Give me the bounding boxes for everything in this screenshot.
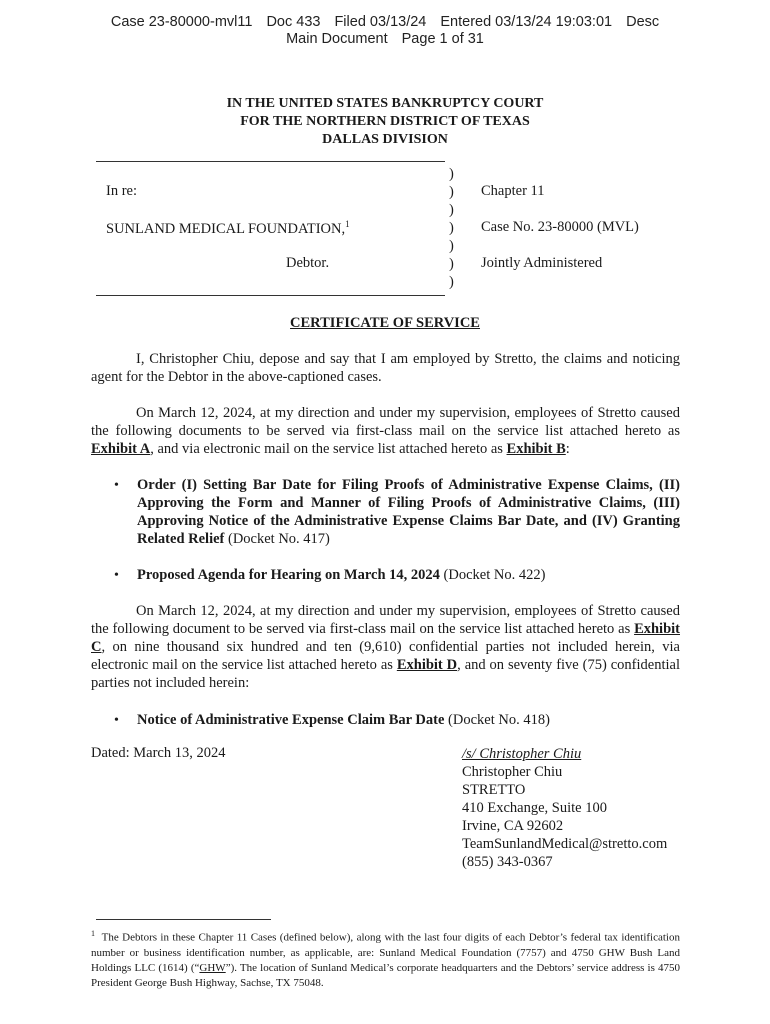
signer-address-2: Irvine, CA 92602: [462, 818, 564, 834]
caption-paren: ): [449, 184, 454, 200]
court-heading: [0, 95, 770, 149]
case-number: Case 23-80000-mvl11: [110, 14, 253, 30]
caption-paren: ): [449, 166, 454, 182]
court-line-1: IN THE UNITED STATES BANKRUPTCY COURT: [226, 96, 544, 111]
desc-label: Desc: [626, 14, 660, 30]
jointly-administered-label: Jointly Administered: [481, 255, 603, 271]
caption-paren: ): [449, 256, 454, 272]
signer-email: TeamSunlandMedical@stretto.com: [462, 836, 668, 852]
footnote-ref: 1: [345, 219, 350, 229]
doc-number: Doc 433: [266, 14, 321, 30]
signer-company: STRETTO: [462, 782, 526, 798]
debtor-name: SUNLAND MEDICAL FOUNDATION,$^1$: [106, 219, 350, 237]
exhibit-c-ref: Exhibit C: [91, 621, 680, 655]
paragraph-declarant: I, Christopher Chiu, depose and say that I am employed by Stretto, the claims and noticing agent for the Debtor in the above-captioned cases.: [91, 351, 680, 385]
caption-paren: ): [449, 202, 454, 218]
signer-name: Christopher Chiu: [462, 764, 563, 780]
caption-paren: ): [449, 274, 454, 290]
ghw-defined-term: GHW: [199, 961, 226, 974]
ecf-header-line-1: [0, 14, 770, 31]
bullet-dot: •: [114, 478, 119, 493]
caption-top-rule: [96, 161, 445, 162]
entered-date: Entered 03/13/24 19:03:01: [440, 14, 613, 30]
caption-paren: ): [449, 220, 454, 236]
electronic-signature: /s/ Christopher Chiu: [462, 746, 582, 762]
in-re-label: In re:: [106, 183, 137, 199]
debtor-label: Debtor.: [286, 255, 330, 271]
signer-phone: (855) 343-0367: [462, 854, 553, 870]
chapter-label: Chapter 11: [481, 183, 545, 199]
caption-paren: ): [449, 238, 454, 254]
dated-line: Dated: March 13, 2024: [91, 745, 226, 761]
served-document-item: Notice of Administrative Expense Claim Bar Date (Docket No. 418): [137, 712, 550, 728]
exhibit-a-ref: Exhibit A: [91, 441, 151, 457]
served-document-item: Proposed Agenda for Hearing on March 14, 2024 (Docket No. 422): [137, 567, 546, 583]
signer-address-1: 410 Exchange, Suite 100: [462, 800, 607, 816]
footnote-mark: 1: [91, 929, 95, 938]
footnote-rule: [96, 919, 271, 920]
main-document-label: Main Document: [286, 31, 388, 47]
paragraph-service-2: On March 12, 2024, at my direction and under my supervision, employees of Stretto caused the following document to be served via first-class mail on the service list attached hereto as Exhibit C, on nine thousand six hundred and ten (9,610) confidential parties not included herein, via electronic mail on the service list attached hereto as Exhibit D, and on seventy five (75) confidential parties not included herein:: [91, 603, 680, 691]
paragraph-service-1: On March 12, 2024, at my direction and under my supervision, employees of Stretto caused the following documents to be served via first-class mail on the service list attached hereto as Exhibit A, and via electronic mail on the service list attached hereto as Exhibit B:: [91, 405, 680, 457]
court-line-2: FOR THE NORTHERN DISTRICT OF TEXAS: [240, 114, 530, 129]
filed-date: Filed 03/13/24: [334, 14, 427, 30]
footnote: $^1$ The Debtors in these Chapter 11 Cases (defined below), along with the last four digits of each Debtor’s federal tax identification number or business identification number, as applicable, are: Sunland Medical Foundation (7757) and 4750 GHW Bush Land Holdings LLC (1614) (“GHW”). The location of Sunland Medical’s corporate headquarters and the Debtors’ service address is 4750 President George Bush Highway, Sachse, TX 75048.: [91, 929, 681, 989]
signature-block: [462, 745, 667, 871]
case-no-label: Case No. 23-80000 (MVL): [481, 219, 639, 235]
page-indicator: Page 1 of 31: [401, 31, 484, 47]
bullet-dot: •: [114, 713, 119, 728]
court-line-3: DALLAS DIVISION: [322, 132, 448, 147]
exhibit-b-ref: Exhibit B: [506, 441, 566, 457]
exhibit-d-ref: Exhibit D: [396, 657, 458, 673]
served-document-item: Order (I) Setting Bar Date for Filing Proofs of Administrative Expense Claims, (II) Approving the Form and Manner of Filing Proofs of Administrative Claims, (III) Approving Notice of the Administrative Expense Claims Bar Date, and (IV) Granting Related Relief (Docket No. 417): [137, 477, 680, 547]
bullet-dot: •: [114, 568, 119, 583]
ecf-header-line-2: [0, 31, 770, 48]
document-title: CERTIFICATE OF SERVICE: [290, 315, 480, 331]
caption-bottom-rule: [96, 295, 445, 296]
